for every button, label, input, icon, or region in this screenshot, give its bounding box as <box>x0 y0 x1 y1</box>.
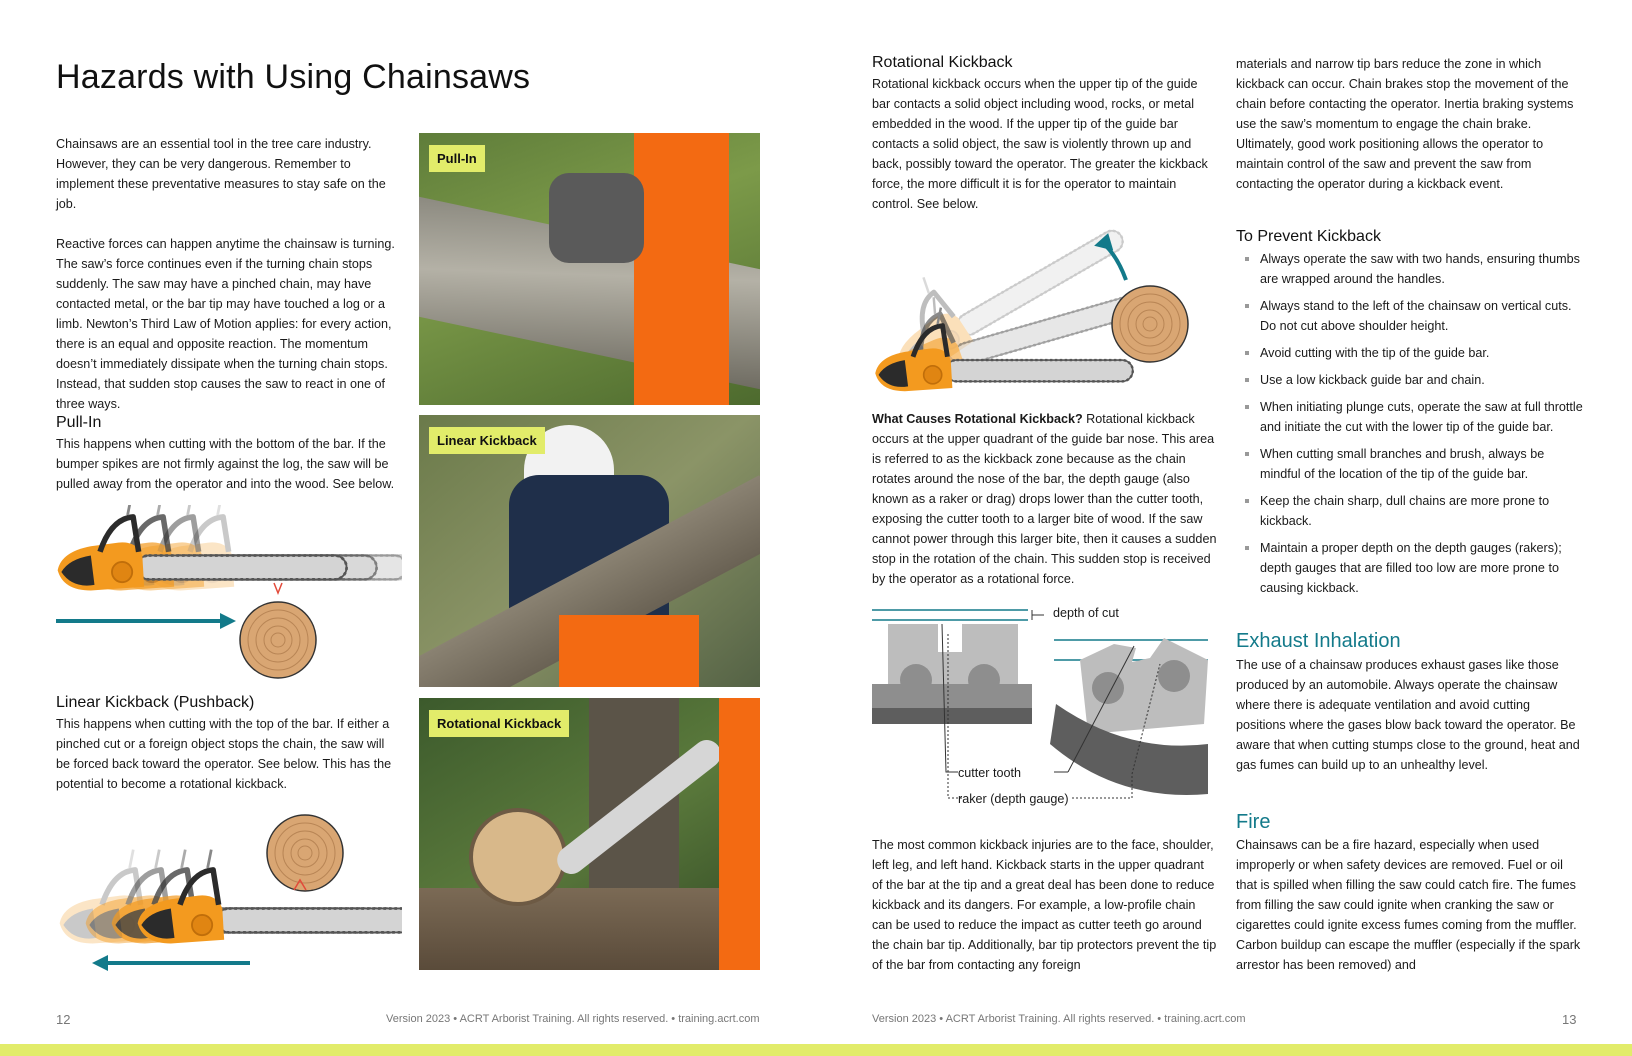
kickback-reduction-text: materials and narrow tip bars reduce the zone in which kickback can occur. Chain brakes stop the movement of the chain before contacting the operator. Inertia braking systems use the saw’s momentum to engage the chain brake. Ultimately, good work positioning allows the operator to maintain control of the saw and prevent the saw from contacting the operator during a kickback event. <box>1236 57 1574 191</box>
left-text-block <box>56 134 396 414</box>
rotational-kickback-photo <box>419 698 760 970</box>
linear-kickback-text: This happens when cutting with the top of the bar. If either a pinched cut or a foreign object stops the chain, the saw will be forced back toward the operator. See below. This has the potential to become a rotational kickback. <box>56 717 392 791</box>
pull-in-text: This happens when cutting with the bottom of the bar. If the bumper spikes are not firmly against the log, the saw will be pulled away from the operator and into the wood. See below. <box>56 437 395 491</box>
causes-paragraph <box>872 409 1217 589</box>
depth-gauge-diagram <box>868 604 1213 804</box>
injuries-text: The most common kickback injuries are to the face, shoulder, left leg, and left hand. Kickback starts in the upper quadrant of the bar at the tip and a great deal has been done to reduce kickback and its dangers. For example, a low-profile chain can be used to reduce the impact as cutter teeth go around the chain bar tip. Additionally, bar tip protectors prevent the tip of the bar from contacting any foreign <box>872 838 1217 972</box>
pull-in-diagram <box>52 505 402 680</box>
list-item: When cutting small branches and brush, always be mindful of the location of the tip of the guide bar. <box>1236 444 1584 484</box>
rotational-kickback-text: Rotational kickback occurs when the upper tip of the guide bar contacts a solid object including wood, rocks, or metal embedded in the wood. If the upper tip of the guide bar contacts a solid object, the saw is violently thrown up and back, possibly toward the operator. The greater the kickback force, the more difficult it is for the operator to maintain control. See below. <box>872 77 1208 211</box>
linear-kickback-photo <box>419 415 760 687</box>
list-item: Always operate the saw with two hands, ensuring thumbs are wrapped around the handles. <box>1236 249 1584 289</box>
list-item: When initiating plunge cuts, operate the saw at full throttle and initiate the cut with the lower tip of the guide bar. <box>1236 397 1584 437</box>
page-title: Hazards with Using Chainsaws <box>56 58 531 96</box>
intro-paragraph-2: Reactive forces can happen anytime the chainsaw is turning. The saw’s force continues even if the turning chain stops suddenly. The saw may have a pinched chain, may have contacted metal, or the bar tip may have touched a log or a limb. Newton’s Third Law of Motion applies: for every action, there is an equal and opposite reaction. The momentum doesn’t immediately dissipate when the turning chain stops. Instead, that sudden stop causes the saw to react in one of three ways. <box>56 237 395 411</box>
pull-in-heading: Pull-In <box>56 414 102 431</box>
linear-kickback-heading: Linear Kickback (Pushback) <box>56 694 255 711</box>
label-cutter-tooth: cutter tooth <box>958 766 1022 780</box>
rotational-kickback-diagram <box>868 222 1208 392</box>
fire-heading: Fire <box>1236 811 1271 833</box>
causes-text: Rotational kickback occurs at the upper quadrant of the guide bar nose. This area is referred to as the kickback zone because as the chain rotates around the nose of the bar, the depth gauge (also known as a raker or drag) drops lower than the cutter tooth, exposing the cutter tooth to a larger bite of wood. If the saw cannot power through this larger bite, then it causes a sudden stop in the rotation of the chain. This sudden stop is received by the operator as a rotational force. <box>872 412 1217 586</box>
label-depth-of-cut: depth of cut <box>1053 606 1119 620</box>
bottom-accent-band <box>0 1044 1632 1056</box>
footer-right: Version 2023 • ACRT Arborist Training. All rights reserved. • training.acrt.com <box>872 1013 1246 1025</box>
photo-tag-pull-in: Pull-In <box>429 145 485 172</box>
page-number-right: 13 <box>1562 1012 1577 1027</box>
list-item: Use a low kickback guide bar and chain. <box>1236 370 1584 390</box>
causes-lead: What Causes Rotational Kickback? <box>872 412 1083 426</box>
label-raker: raker (depth gauge) <box>958 792 1069 806</box>
page-number-left: 12 <box>56 1012 71 1027</box>
linear-kickback-diagram <box>52 808 402 973</box>
photo-tag-linear-kickback: Linear Kickback <box>429 427 545 454</box>
exhaust-heading: Exhaust Inhalation <box>1236 630 1401 652</box>
list-item: Avoid cutting with the tip of the guide bar. <box>1236 343 1584 363</box>
list-item: Keep the chain sharp, dull chains are more prone to kickback. <box>1236 491 1584 531</box>
photo-tag-rotational-kickback: Rotational Kickback <box>429 710 569 737</box>
fire-text: Chainsaws can be a fire hazard, especially when used improperly or when safety devices are removed. Fuel or oil that is spilled when filling the saw could catch fire. The fumes from filling the saw could ignite when cranking the saw or cigarettes could ignite excess fumes coming from the muffler. Carbon buildup can escape the muffler (especially if the spark arrestor has been removed) and <box>1236 838 1581 972</box>
pull-in-photo <box>419 133 760 405</box>
list-item: Always stand to the left of the chainsaw on vertical cuts. Do not cut above shoulder height. <box>1236 296 1584 336</box>
prevent-kickback-list <box>1236 249 1584 605</box>
prevent-kickback-heading: To Prevent Kickback <box>1236 228 1381 245</box>
rotational-kickback-heading: Rotational Kickback <box>872 54 1013 71</box>
footer-left: Version 2023 • ACRT Arborist Training. All rights reserved. • training.acrt.com <box>386 1013 760 1025</box>
exhaust-text: The use of a chainsaw produces exhaust gases like those produced by an automobile. Always operate the chainsaw where there is adequate ventilation and avoid cutting positions where the gases blow back toward the operator. Be aware that when cutting stumps close to the ground, heat and gas fumes can build up to an unhealthy level. <box>1236 658 1580 772</box>
list-item: Maintain a proper depth on the depth gauges (rakers); depth gauges that are filled too low are more prone to causing kickback. <box>1236 538 1584 598</box>
intro-paragraph-1: Chainsaws are an essential tool in the tree care industry. However, they can be very dangerous. Remember to implement these preventative measures to stay safe on the job. <box>56 137 386 211</box>
